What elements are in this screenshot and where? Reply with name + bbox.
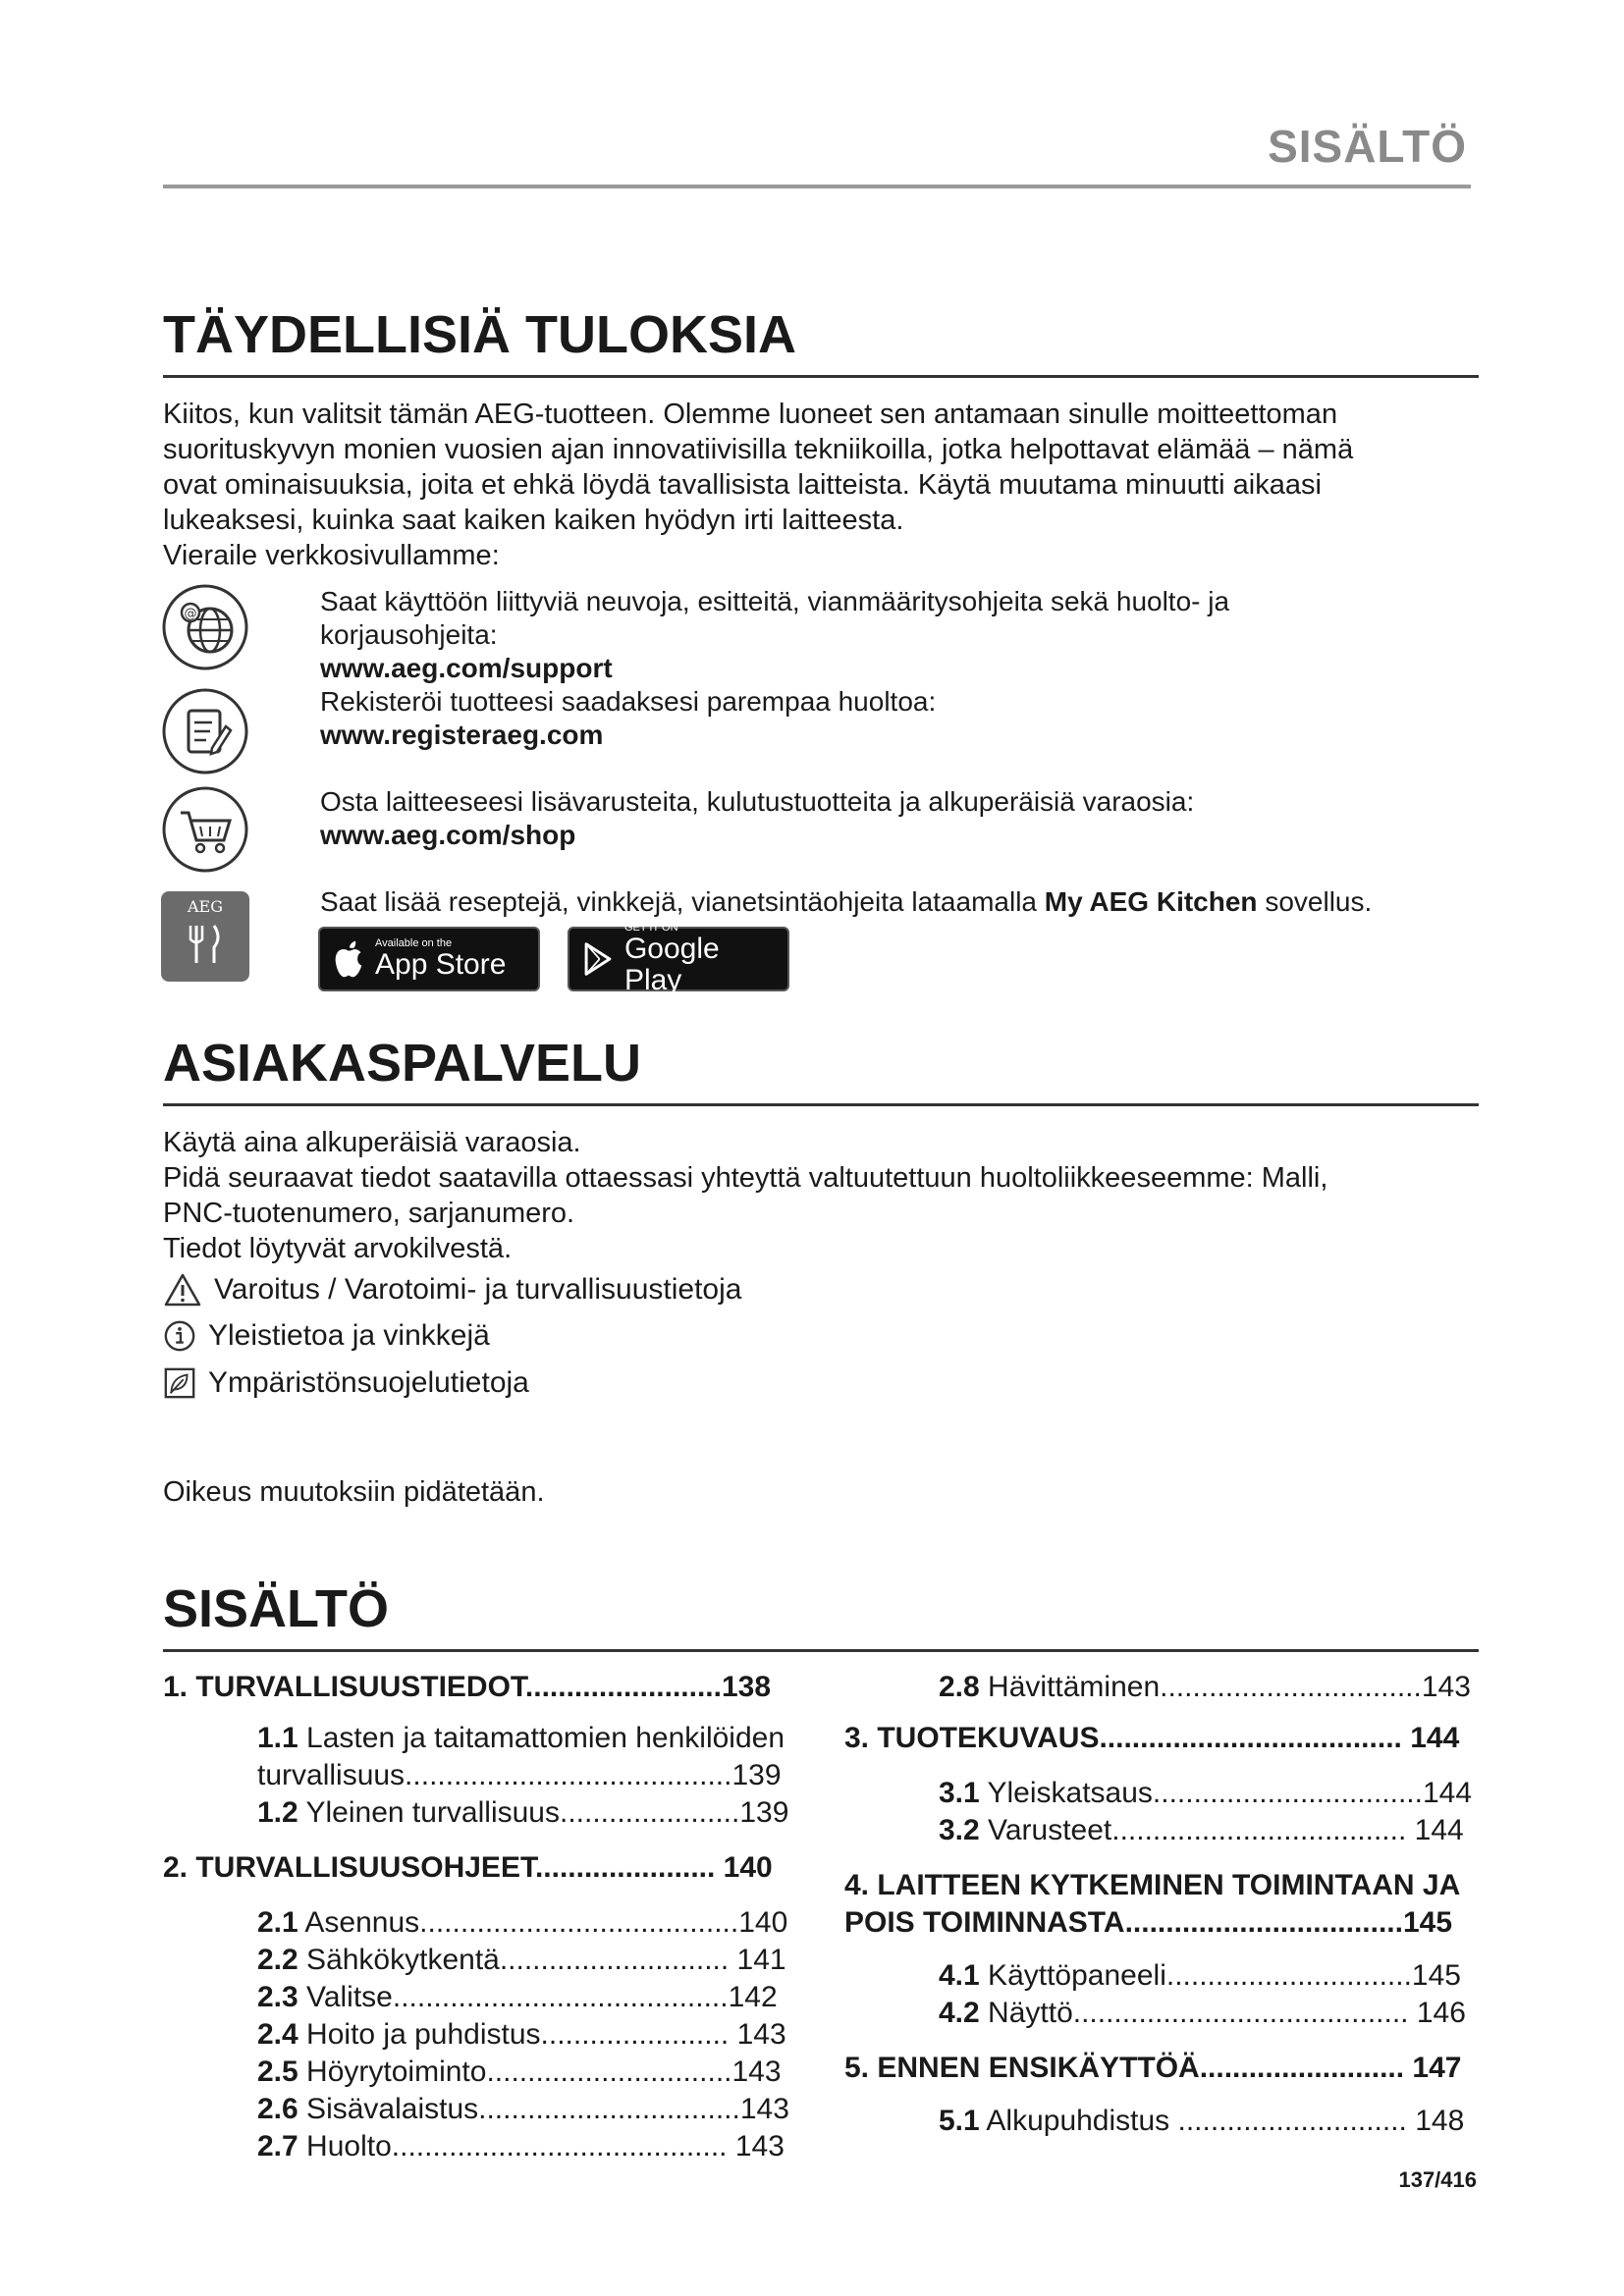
toc-item-number: 2.2	[257, 1944, 298, 1976]
toc-item-label: Hävittäminen................................143	[979, 1671, 1471, 1703]
intro-line: lukeaksesi, kuinka saat kaiken kaiken hyödyn irti laitteesta.	[163, 505, 904, 536]
register-icon	[161, 687, 249, 775]
legend-info	[163, 1319, 490, 1353]
toc-item-label: Huolto......................................... 143	[298, 2130, 785, 2163]
intro-line: suorituskyvyn monien vuosien ajan innovatiivisilla tekniikoilla, jotka helpottavat elämää – nämä	[163, 434, 1354, 465]
page-header-title: SISÄLTÖ	[1268, 121, 1467, 172]
page-number: 137/416	[1398, 2167, 1477, 2192]
app-info	[320, 885, 1479, 919]
app-store-label: App Store	[375, 948, 507, 981]
google-play-badge[interactable]	[568, 922, 789, 996]
toc-item-3-2[interactable]	[939, 1812, 1464, 1849]
legend-environment	[163, 1366, 529, 1400]
register-info	[320, 685, 1479, 752]
shop-text: Osta laitteeseesi lisävarusteita, kulutustuotteita ja alkuperäisiä varaosia:	[320, 786, 1195, 817]
toc-item-1-1[interactable]	[257, 1720, 785, 1757]
toc-item-number: 2.4	[257, 2018, 298, 2051]
toc-item-2-2[interactable]	[257, 1942, 786, 1979]
toc-chapter-1[interactable]: 1. TURVALLISUUSTIEDOT........................138	[163, 1671, 772, 1703]
toc-item-5-1[interactable]	[939, 2103, 1464, 2140]
info-icon	[163, 1319, 196, 1353]
intro-title: TÄYDELLISIÄ TULOKSIA	[163, 305, 796, 364]
toc-item-2-8[interactable]	[939, 1669, 1471, 1706]
toc-item-label: Hoito ja puhdistus....................... 143	[298, 2018, 786, 2051]
toc-chapter-4[interactable]: 4. LAITTEEN KYTKEMINEN TOIMINTAAN JA	[844, 1869, 1461, 1901]
intro-line: ovat ominaisuuksia, joita et ehkä löydä tavallisista laitteista. Käytä muutama minuutti aikaasi	[163, 469, 1322, 501]
cart-icon	[161, 785, 249, 874]
shop-link[interactable]: www.aeg.com/shop	[320, 820, 576, 850]
toc-item-4-2[interactable]	[939, 1995, 1466, 2032]
toc-item-label: Alkupuhdistus ............................ 148	[979, 2105, 1465, 2137]
service-line: Käytä aina alkuperäisiä varaosia.	[163, 1127, 581, 1158]
service-line: Tiedot löytyvät arvokilvestä.	[163, 1233, 513, 1264]
intro-divider	[163, 375, 1479, 378]
change-notice: Oikeus muutoksiin pidätetään.	[163, 1476, 545, 1508]
service-paragraph	[163, 1125, 1479, 1266]
toc-item-number: 1.1	[257, 1722, 298, 1754]
app-icon-label: AEG	[187, 897, 223, 916]
toc-item-number: 2.1	[257, 1906, 298, 1939]
toc-item-label: Valitse.........................................142	[298, 1981, 778, 2013]
toc-item-3-1[interactable]	[939, 1775, 1472, 1812]
toc-item-number: 2.5	[257, 2056, 298, 2088]
toc-item-number: 2.7	[257, 2130, 298, 2163]
toc-item-label: Asennus.......................................140	[298, 1906, 788, 1939]
toc-item-number: 2.6	[257, 2093, 298, 2125]
support-text: Saat käyttöön liittyviä neuvoja, esitteitä, vianmääritysohjeita sekä huolto- ja	[320, 586, 1230, 616]
toc-title: SISÄLTÖ	[163, 1579, 390, 1638]
environment-icon	[163, 1366, 196, 1400]
toc-item-2-7[interactable]	[257, 2128, 785, 2165]
shop-info	[320, 785, 1479, 852]
toc-chapter-2[interactable]: 2. TURVALLISUUSOHJEET...................... 140	[163, 1851, 773, 1884]
register-link[interactable]: www.registeraeg.com	[320, 720, 604, 750]
visit-text: Vieraile verkkosivullamme:	[163, 540, 500, 571]
warning-icon	[163, 1272, 202, 1308]
intro-line: Kiitos, kun valitsit tämän AEG-tuotteen. Olemme luoneet sen antamaan sinulle moitteettoman	[163, 399, 1338, 430]
toc-item-2-6[interactable]	[257, 2091, 789, 2128]
toc-item-label: Sähkökytkentä............................ 141	[298, 1944, 786, 1976]
toc-item-2-5[interactable]	[257, 2054, 782, 2091]
intro-paragraph	[163, 397, 1479, 573]
cutlery-icon	[161, 916, 249, 975]
toc-item-4-1[interactable]	[939, 1957, 1461, 1995]
toc-item-number: 4.1	[939, 1959, 980, 1992]
toc-item-number: 4.2	[939, 1997, 980, 2029]
legend-warning-text: Varoitus / Varotoimi- ja turvallisuustietoja	[214, 1273, 742, 1306]
service-title: ASIAKASPALVELU	[163, 1034, 642, 1093]
toc-chapter-3[interactable]: 3. TUOTEKUVAUS..................................... 144	[844, 1722, 1460, 1754]
support-link[interactable]: www.aeg.com/support	[320, 653, 613, 683]
toc-item-number: 3.1	[939, 1777, 980, 1809]
toc-item-1-2[interactable]	[257, 1794, 788, 1832]
app-name: My AEG Kitchen	[1044, 886, 1258, 917]
register-text: Rekisteröi tuotteesi saadaksesi parempaa huoltoa:	[320, 686, 937, 717]
globe-icon	[161, 583, 249, 671]
legend-warning	[163, 1272, 741, 1308]
toc-item-number: 2.3	[257, 1981, 298, 2013]
toc-item-number: 5.1	[939, 2105, 980, 2137]
toc-item-number: 3.2	[939, 1814, 980, 1846]
play-icon	[581, 939, 615, 979]
google-play-caption: GET IT ON	[623, 922, 678, 934]
toc-item-number: 1.2	[257, 1796, 298, 1829]
toc-item-2-3[interactable]	[257, 1979, 778, 2016]
toc-chapter-4-cont[interactable]: POIS TOIMINNASTA..................................145	[844, 1906, 1453, 1939]
support-info	[320, 585, 1479, 685]
toc-item-2-4[interactable]	[257, 2016, 786, 2054]
toc-item-label: Yleinen turvallisuus......................139	[298, 1796, 789, 1829]
service-line: PNC-tuotenumero, sarjanumero.	[163, 1198, 575, 1229]
toc-divider	[163, 1649, 1479, 1652]
aeg-kitchen-app-icon[interactable]	[161, 891, 249, 982]
app-store-badge[interactable]	[318, 927, 540, 991]
apple-icon	[332, 939, 365, 979]
legend-environment-text: Ympäristönsuojelutietoja	[208, 1366, 529, 1399]
app-text-end: sovellus.	[1257, 886, 1373, 917]
service-divider	[163, 1103, 1479, 1106]
support-text-cont: korjausohjeita:	[320, 619, 498, 650]
toc-item-label: Varusteet.................................... 144	[979, 1814, 1464, 1846]
toc-item-1-1-cont[interactable]: turvallisuus........................................139	[257, 1759, 782, 1791]
toc-item-number: 2.8	[939, 1671, 980, 1703]
toc-item-label: Käyttöpaneeli..............................145	[979, 1959, 1461, 1992]
legend-info-text: Yleistietoa ja vinkkejä	[208, 1319, 490, 1352]
toc-chapter-5[interactable]: 5. ENNEN ENSIKÄYTTÖÄ......................... 147	[844, 2052, 1462, 2084]
toc-item-label: Lasten ja taitamattomien henkilöiden	[298, 1722, 785, 1754]
service-line: Pidä seuraavat tiedot saatavilla ottaessasi yhteyttä valtuutettuun huoltoliikkeeseemme: Malli,	[163, 1162, 1328, 1194]
svg-text:@: @	[184, 607, 197, 621]
toc-item-label: Höyrytoiminto..............................143	[298, 2056, 782, 2088]
toc-item-label: Näyttö......................................... 146	[979, 1997, 1466, 2029]
app-text: Saat lisää reseptejä, vinkkejä, vianetsintäohjeita lataamalla	[320, 886, 1045, 917]
app-store-caption: Available on the	[375, 937, 453, 949]
header-divider	[163, 185, 1471, 188]
toc-item-2-1[interactable]	[257, 1904, 787, 1942]
google-play-label: Google Play	[623, 933, 720, 996]
toc-item-label: Yleiskatsaus.................................144	[979, 1777, 1473, 1809]
toc-item-label: Sisävalaistus................................143	[298, 2093, 789, 2125]
